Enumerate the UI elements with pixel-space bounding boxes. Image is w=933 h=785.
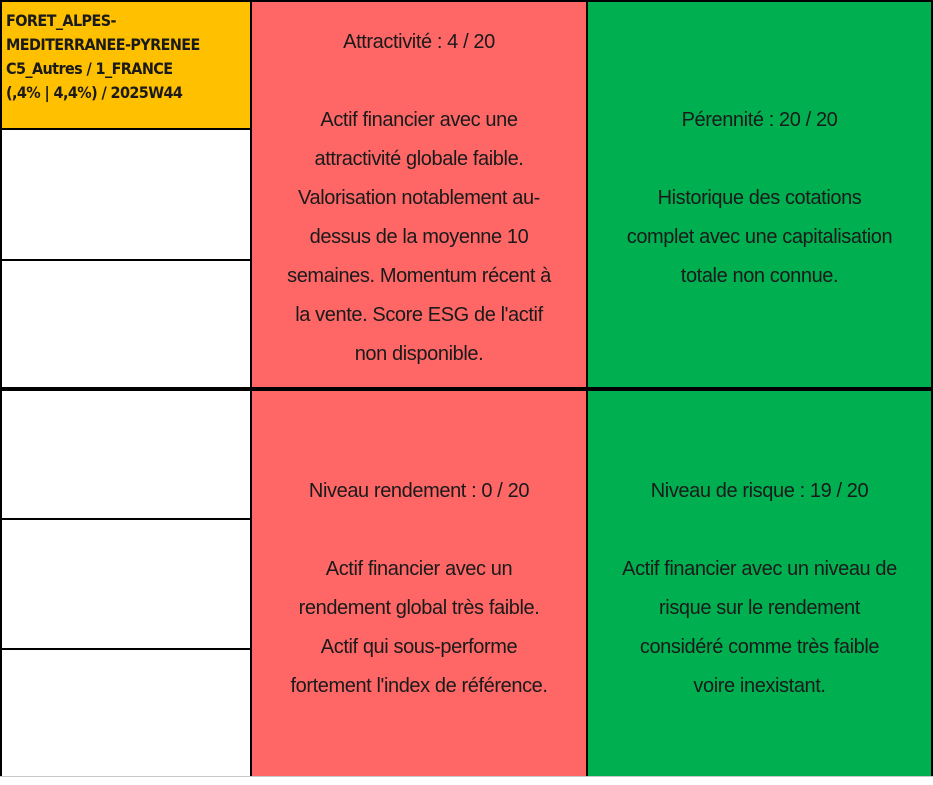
- attractivite-title: Attractivité : 4 / 20: [343, 31, 495, 53]
- risque-title: Niveau de risque : 19 / 20: [650, 480, 869, 502]
- attractivite-description: Actif financier avec une attractivité globale faible. Valorisation notablement au- dessus de la moyenne 10 semaines. Momentum récent à la vente. Score ESG de l'actif non disponible.: [287, 109, 551, 365]
- empty-cell-3[interactable]: [0, 389, 252, 520]
- attractivite-card[interactable]: [250, 0, 588, 389]
- rendement-card[interactable]: [250, 389, 588, 778]
- perennite-card[interactable]: [586, 0, 933, 389]
- empty-cell-2[interactable]: [0, 259, 252, 389]
- perennite-description: Historique des cotations complet avec une capitalisation totale non connue.: [626, 187, 893, 287]
- rendement-description: Actif financier avec un rendement global très faible. Actif qui sous-performe fortement l'index de référence.: [290, 558, 548, 697]
- sheet-bottom-edge: [0, 776, 933, 785]
- asset-title-cell[interactable]: FORET_ALPES- MEDITERRANEE-PYRENEE C5_Autres / 1_FRANCE (,4% | 4,4%) / 2025W44: [0, 0, 252, 130]
- empty-cell-5[interactable]: [0, 648, 252, 778]
- risque-description: Actif financier avec un niveau de risque sur le rendement considéré comme très faible voire inexistant.: [622, 558, 897, 697]
- perennite-title: Pérennité : 20 / 20: [681, 109, 838, 131]
- risque-card[interactable]: [586, 389, 933, 778]
- empty-cell-1[interactable]: [0, 128, 252, 261]
- empty-cell-4[interactable]: [0, 518, 252, 650]
- rendement-title: Niveau rendement : 0 / 20: [308, 480, 530, 502]
